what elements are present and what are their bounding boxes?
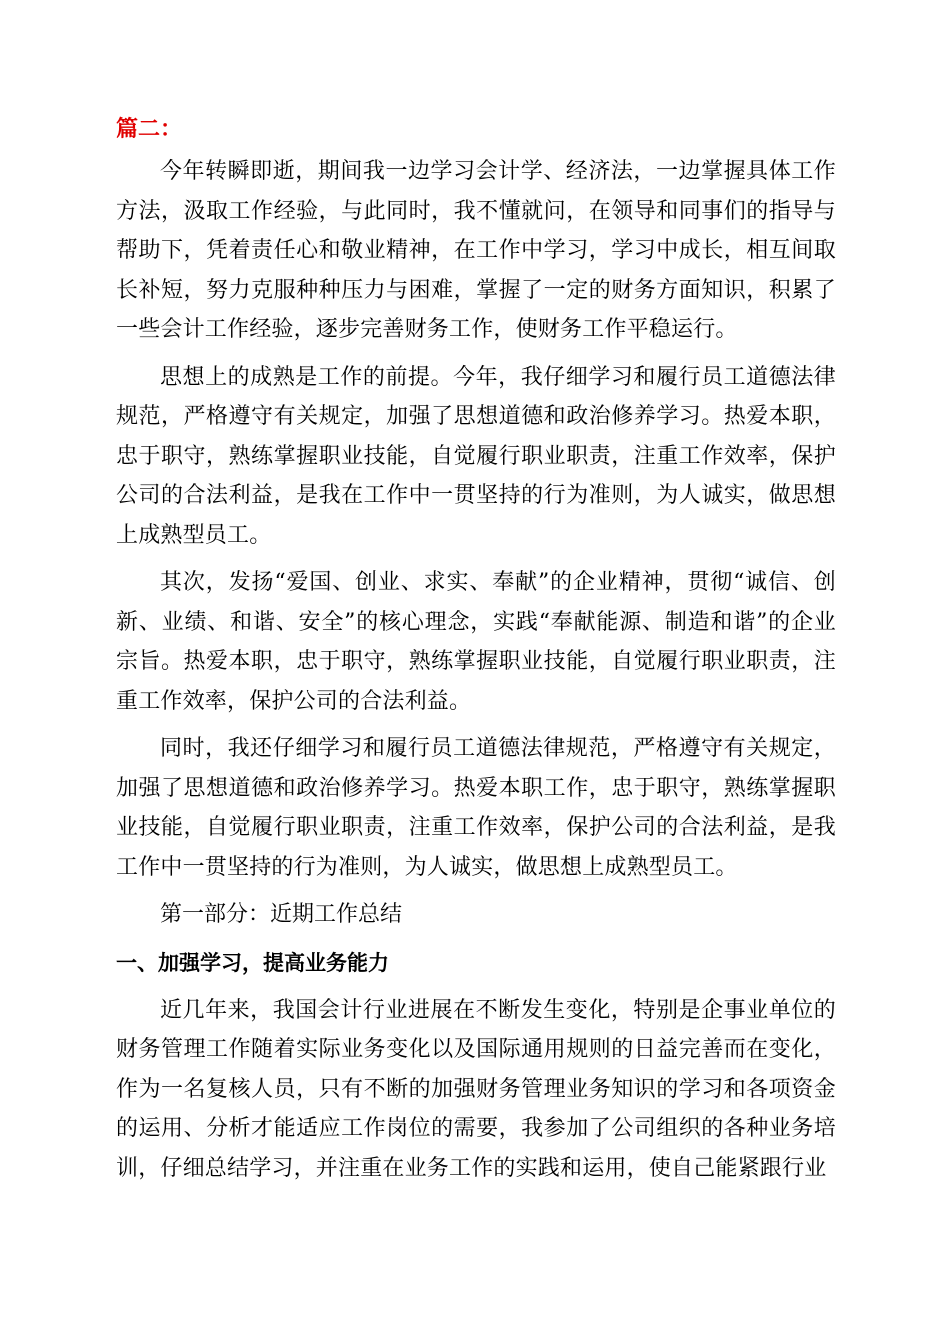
- document-page: [116, 112, 836, 1196]
- section-paragraph: 近几年来，我国会计行业进展在不断发生变化，特别是企事业单位的财务管理工作随着实际业务变化以及国际通用规则的日益完善而在变化，作为一名复核人员，只有不断的加强财务管理业务知识的学习和各项资金的运用、分析才能适应工作岗位的需要，我参加了公司组织的各种业务培训，仔细总结学习，并注重在业务工作的实践和运用，使自己能紧跟行业: [116, 997, 836, 1181]
- paragraph-3: 其次，发扬“爱国、创业、求实、奉献”的企业精神，贯彻“诚信、创新、业绩、和谐、安全”的核心理念，实践“奉献能源、制造和谐”的企业宗旨。热爱本职，忠于职守，熟练掌握职业技能，自觉履行职业职责，注重工作效率，保护公司的合法利益。: [116, 570, 836, 714]
- paragraph-4: 同时，我还仔细学习和履行员工道德法律规范，严格遵守有关规定，加强了思想道德和政治修养学习。热爱本职工作，忠于职守，熟练掌握职业技能，自觉履行职业职责，注重工作效率，保护公司的合法利益，是我工作中一贯坚持的行为准则，为人诚实，做思想上成熟型员工。: [116, 736, 836, 880]
- part-subtitle: 第一部分：近期工作总结: [160, 902, 403, 927]
- paragraph-2: 思想上的成熟是工作的前提。今年，我仔细学习和履行员工道德法律规范，严格遵守有关规定，加强了思想道德和政治修养学习。热爱本职，忠于职守，熟练掌握职业技能，自觉履行职业职责，注重工作效率，保护公司的合法利益，是我在工作中一贯坚持的行为准则，为人诚实，做思想上成熟型员工。: [116, 364, 836, 548]
- paragraph-1: 今年转瞬即逝，期间我一边学习会计学、经济法，一边掌握具体工作方法，汲取工作经验，与此同时，我不懂就问，在领导和同事们的指导与帮助下，凭着责任心和敬业精神，在工作中学习，学习中成长，相互间取长补短，努力克服种种压力与困难，掌握了一定的财务方面知识，积累了一些会计工作经验，逐步完善财务工作，使财务工作平稳运行。: [116, 159, 836, 342]
- section-heading: 一、加强学习，提高业务能力: [116, 950, 389, 975]
- article-heading: 篇二：: [116, 117, 183, 142]
